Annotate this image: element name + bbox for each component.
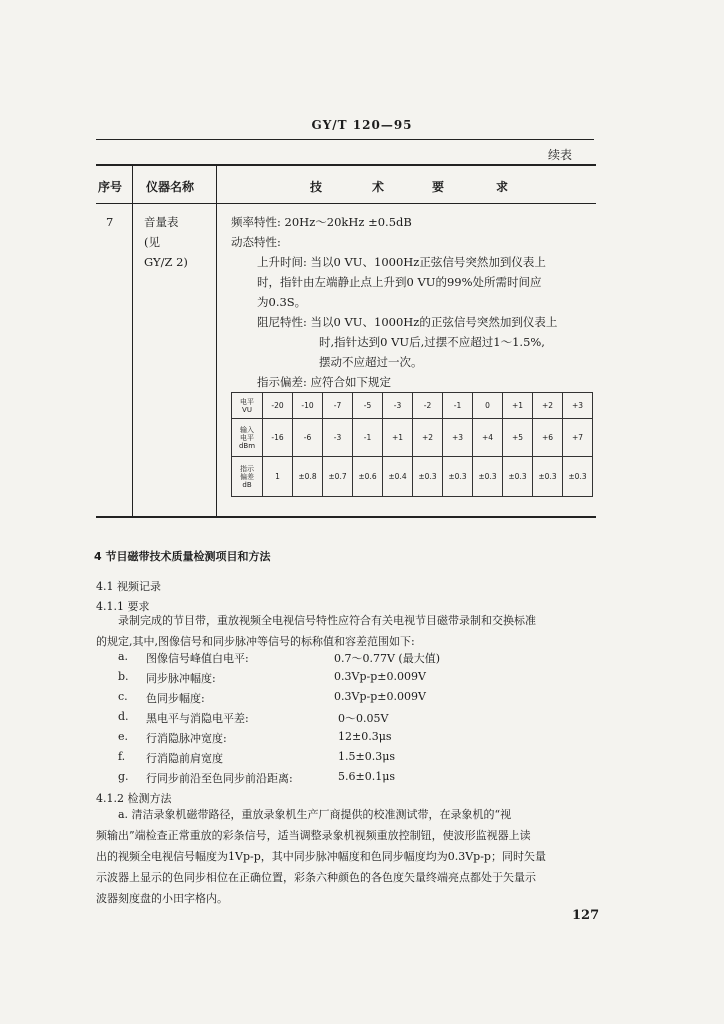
section-4-1: 4.1 视频记录 bbox=[96, 580, 161, 593]
table-cell: -5 bbox=[353, 393, 383, 419]
col-divider-1 bbox=[132, 164, 133, 517]
list-item: d. 黑电平与消隐电平差: 0～0.05V bbox=[118, 710, 389, 725]
table-cell: +2 bbox=[413, 419, 443, 457]
req-line: 为0.3S。 bbox=[257, 295, 307, 309]
table-cell: +1 bbox=[503, 393, 533, 419]
section-4-1-2: 4.1.2 检测方法 bbox=[96, 792, 172, 805]
req-line: 摆动不应超过一次。 bbox=[319, 355, 423, 369]
req-line: 时，指针由左端静止点上升到0 VU的99%处所需时间应 bbox=[257, 275, 542, 289]
vu-row bbox=[232, 393, 593, 419]
table-cell: +2 bbox=[533, 393, 563, 419]
table-cell: -20 bbox=[263, 393, 293, 419]
row-no: 7 bbox=[106, 215, 114, 229]
method-line: a. 清洁录象机磁带路径，重放录象机生产厂商提供的校准测试带，在录象机的“视 bbox=[118, 808, 512, 821]
req-line: 动态特性: bbox=[231, 235, 281, 249]
req-line: 阻尼特性: 当以0 VU、1000Hz的正弦信号突然加到仪表上 bbox=[257, 315, 558, 329]
standard-header: GY/T 120—95 bbox=[311, 118, 413, 132]
table-cell: +1 bbox=[383, 419, 413, 457]
table-cell: ±0.3 bbox=[443, 457, 473, 497]
list-item: b. 同步脉冲幅度: 0.3Vp-p±0.009V bbox=[118, 670, 426, 685]
table-cell: ±0.3 bbox=[533, 457, 563, 497]
col-header-name: 仪器名称 bbox=[146, 180, 195, 194]
table-cell: ±0.7 bbox=[323, 457, 353, 497]
table-cell: ±0.4 bbox=[383, 457, 413, 497]
col-header-req-4: 求 bbox=[496, 180, 509, 194]
table-cell: ±0.3 bbox=[563, 457, 593, 497]
requirements bbox=[231, 212, 591, 392]
col-header-req-2: 术 bbox=[372, 180, 385, 194]
table-cell: -2 bbox=[413, 393, 443, 419]
table-cell: ±0.6 bbox=[353, 457, 383, 497]
table-bottom-border bbox=[96, 516, 596, 518]
list-item: g. 行同步前沿至色同步前沿距离: 5.6±0.1μs bbox=[118, 770, 395, 785]
method-line: 频输出”端检查正常重放的彩条信号，适当调整录象机视频重放控制钮，使波形监视器上读 bbox=[96, 829, 531, 842]
table-cell: -16 bbox=[263, 419, 293, 457]
table-cell: 1 bbox=[263, 457, 293, 497]
table-cell: ±0.3 bbox=[473, 457, 503, 497]
table-cell: -1 bbox=[443, 393, 473, 419]
table-cell: ±0.3 bbox=[413, 457, 443, 497]
table-cell: ±0.8 bbox=[293, 457, 323, 497]
table-cell: -7 bbox=[323, 393, 353, 419]
intro-paragraph bbox=[96, 610, 616, 652]
table-cell: +5 bbox=[503, 419, 533, 457]
list-item: a. 图像信号峰值白电平: 0.7～0.77V (最大值) bbox=[118, 650, 441, 665]
table-cell: -1 bbox=[353, 419, 383, 457]
spec-list bbox=[118, 650, 618, 790]
method-line: 波器刻度盘的小田字格内。 bbox=[96, 892, 228, 905]
req-line: 指示偏差: 应符合如下规定 bbox=[257, 375, 392, 389]
table-cell: +7 bbox=[563, 419, 593, 457]
page-number: 127 bbox=[572, 908, 600, 923]
col-header-no: 序号 bbox=[98, 180, 123, 194]
section-4-1-1: 4.1.1 要求 bbox=[96, 600, 150, 613]
method-paragraph bbox=[96, 804, 620, 909]
col-header-req-1: 技 bbox=[310, 180, 323, 194]
name-line: 音量表 bbox=[144, 215, 179, 229]
method-line: 示波器上显示的色同步相位在正确位置，彩条六种颜色的各色度矢量终端亮点都处于矢量示 bbox=[96, 871, 536, 884]
table-cell: -3 bbox=[383, 393, 413, 419]
method-line: 出的视频全电视信号幅度为1Vp-p，其中同步脉冲幅度和色同步幅度均为0.3Vp-p；同时矢量 bbox=[96, 850, 546, 863]
header-rule bbox=[96, 139, 594, 140]
name-line: (见 bbox=[144, 235, 160, 249]
dbm-row bbox=[232, 419, 593, 457]
intro-line: 的规定,其中,图像信号和同步脉冲等信号的标称值和容差范围如下: bbox=[96, 635, 415, 648]
req-line: 时,指针达到0 VU后,过摆不应超过1～1.5%, bbox=[319, 335, 545, 349]
instrument-name bbox=[144, 212, 188, 272]
name-line: GY/Z 2) bbox=[144, 255, 188, 269]
list-item: f. 行消隐前肩宽度 1.5±0.3μs bbox=[118, 750, 395, 765]
intro-line: 录制完成的节目带，重放视频全电视信号特性应符合有关电视节目磁带录制和交换标准 bbox=[118, 614, 536, 627]
dbm-label: 输入 电平 dBm bbox=[232, 419, 263, 457]
table-cell: -10 bbox=[293, 393, 323, 419]
table-cell: ±0.3 bbox=[503, 457, 533, 497]
table-cell: 0 bbox=[473, 393, 503, 419]
table-cell: +4 bbox=[473, 419, 503, 457]
table-cell: +3 bbox=[443, 419, 473, 457]
table-cell: -6 bbox=[293, 419, 323, 457]
indicator-table bbox=[231, 392, 593, 497]
req-line: 上升时间: 当以0 VU、1000Hz正弦信号突然加到仪表上 bbox=[257, 255, 546, 269]
table-cell: +6 bbox=[533, 419, 563, 457]
table-cell: -3 bbox=[323, 419, 353, 457]
deviation-row bbox=[232, 457, 593, 497]
col-divider-2 bbox=[216, 164, 217, 517]
vu-label: 电平 VU bbox=[232, 393, 263, 419]
deviation-label: 指示 偏差 dB bbox=[232, 457, 263, 497]
req-line: 频率特性: 20Hz～20kHz ±0.5dB bbox=[231, 215, 412, 229]
continued-label: 续表 bbox=[548, 148, 573, 162]
table-header-divider bbox=[96, 203, 596, 204]
list-item: e. 行消隐脉冲宽度: 12±0.3μs bbox=[118, 730, 392, 745]
col-header-req-3: 要 bbox=[432, 180, 445, 194]
table-cell: +3 bbox=[563, 393, 593, 419]
table-top-border bbox=[96, 164, 596, 166]
section-4-title: 4 节目磁带技术质量检测项目和方法 bbox=[94, 550, 271, 563]
list-item: c. 色同步幅度: 0.3Vp-p±0.009V bbox=[118, 690, 426, 705]
